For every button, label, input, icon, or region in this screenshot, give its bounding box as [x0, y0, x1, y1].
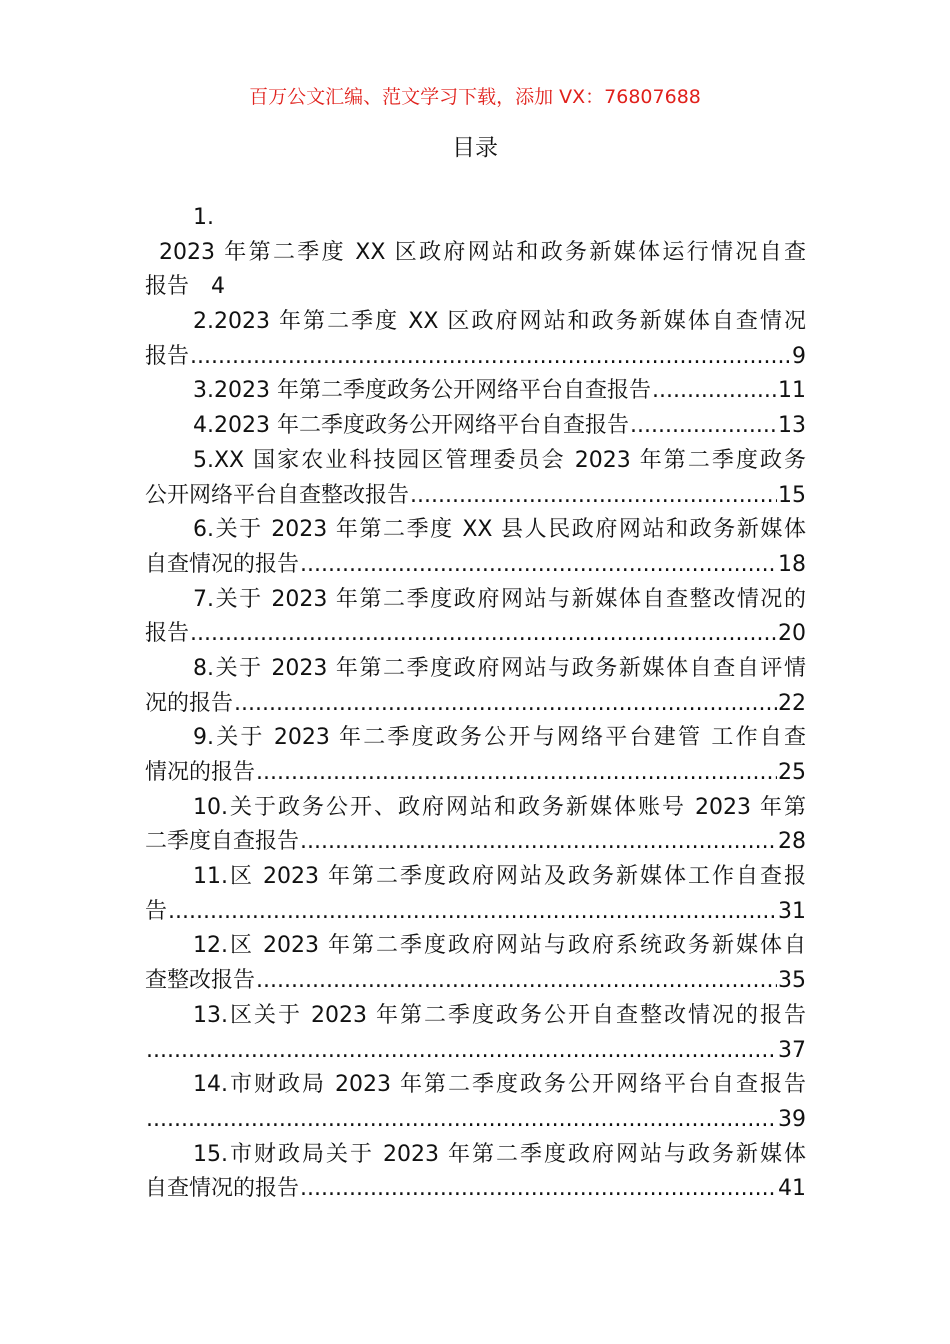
entry-title-tail: 报告 — [145, 274, 190, 300]
entry-leader-line — [145, 1034, 806, 1069]
page-number: 22 — [778, 690, 806, 716]
dot-leader — [146, 1034, 777, 1069]
page-number: 13 — [778, 413, 806, 439]
entry-title-line: 2.2023 年第二季度 XX 区政府网站和政务新媒体自查情况 — [193, 309, 806, 335]
entry-leader-line — [145, 1172, 806, 1207]
entry-title-line: 12.区 2023 年第二季度政府网站与政府系统政务新媒体自 — [193, 933, 806, 959]
dot-leader — [300, 1172, 777, 1207]
entry-leader-line — [145, 964, 806, 999]
entry-title-tail: 自查情况的报告 — [145, 1176, 300, 1202]
toc-entry-9[interactable] — [145, 721, 806, 790]
page-number: 41 — [778, 1176, 806, 1202]
dot-leader — [146, 1103, 777, 1138]
dot-leader — [630, 409, 777, 444]
dot-leader — [168, 895, 777, 930]
entry-leader-line — [145, 617, 806, 652]
toc-entry-4[interactable] — [145, 409, 806, 444]
page-number: 35 — [778, 968, 806, 994]
toc-entry-3[interactable] — [145, 374, 806, 409]
toc-entry-7[interactable] — [145, 583, 806, 652]
entry-title-line: 5.XX 国家农业科技园区管理委员会 2023 年第二季度政务 — [193, 447, 806, 473]
entry-title-line: 9.关于 2023 年二季度政务公开与网络平台建管 工作自查 — [193, 725, 806, 751]
dot-leader — [190, 617, 777, 652]
entry-title-tail: 况的报告 — [145, 690, 234, 716]
entry-title-line: 10.关于政务公开、政府网站和政务新媒体账号 2023 年第 — [193, 794, 806, 820]
entry-leader-line — [145, 825, 806, 860]
page-number: 25 — [778, 760, 806, 785]
dot-leader — [256, 964, 777, 999]
entry-title-line: 8.关于 2023 年第二季度政府网站与政务新媒体自查自评情 — [193, 655, 806, 681]
page-number: 28 — [778, 829, 806, 855]
entry-title-line: 2023 年第二季度 XX 区政府网站和政务新媒体运行情况自查 — [159, 239, 806, 265]
dot-leader — [300, 825, 777, 860]
page-number: 9 — [792, 343, 806, 369]
entry-title-tail: 二季度自查报告 — [145, 829, 300, 855]
entry-title-line: 11.区 2023 年第二季度政府网站及政务新媒体工作自查报 — [193, 864, 806, 890]
entry-title-tail: 告 — [145, 898, 168, 924]
toc-entry-13[interactable] — [145, 999, 806, 1068]
entry-title-tail: 4.2023 年二季度政务公开网络平台自查报告 — [193, 413, 629, 439]
entry-title-tail: 3.2023 年第二季度政务公开网络平台自查报告 — [193, 378, 651, 404]
page-number: 4 — [211, 274, 226, 300]
entry-title-line: 13.区关于 2023 年第二季度政务公开自查整改情况的报告 — [193, 1002, 806, 1028]
toc-entry-12[interactable] — [145, 929, 806, 998]
page-number: 15 — [778, 482, 806, 508]
toc-entry-8[interactable] — [145, 652, 806, 721]
entry-leader-line — [145, 756, 806, 791]
entry-leader-line — [145, 374, 806, 409]
toc-entry-14[interactable] — [145, 1068, 806, 1137]
dot-leader — [652, 374, 777, 409]
entry-title-line: 7.关于 2023 年第二季度政府网站与新媒体自查整改情况的 — [193, 586, 806, 612]
entry-leader-line — [145, 409, 806, 444]
entry-leader-line — [145, 479, 806, 514]
page-number: 37 — [778, 1037, 806, 1063]
page-number: 20 — [778, 621, 806, 647]
toc-entry-2[interactable] — [145, 305, 806, 374]
toc-entry-11[interactable] — [145, 860, 806, 929]
entry-title-line: 15.市财政局关于 2023 年第二季度政府网站与政务新媒体 — [193, 1141, 806, 1167]
entry-title-tail: 报告 — [145, 343, 190, 369]
toc-entries — [145, 305, 806, 1207]
entry-leader-line — [145, 548, 806, 583]
entry-title-line: 14.市财政局 2023 年第二季度政务公开网络平台自查报告 — [193, 1072, 806, 1098]
page-number: 11 — [778, 378, 806, 404]
toc-entry-10[interactable] — [145, 791, 806, 860]
page-number: 31 — [778, 898, 806, 924]
dot-leader — [300, 548, 777, 583]
toc-entry-6[interactable] — [145, 513, 806, 582]
page-number: 18 — [778, 551, 806, 577]
dot-leader — [410, 479, 777, 514]
entry-leader-line — [145, 340, 806, 375]
entry-title-tail: 公开网络平台自查整改报告 — [145, 482, 410, 508]
entry-tail — [145, 270, 806, 305]
toc-entry-15[interactable] — [145, 1138, 806, 1207]
entry-title-tail: 情况的报告 — [145, 760, 256, 785]
entry-leader-line — [145, 1103, 806, 1138]
dot-leader — [256, 756, 777, 791]
entry-title-tail: 查整改报告 — [145, 968, 256, 994]
page-number: 39 — [778, 1106, 806, 1132]
entry-leader-line — [145, 895, 806, 930]
table-of-contents — [145, 201, 806, 1207]
toc-entry-1[interactable] — [145, 201, 806, 305]
dot-leader — [234, 687, 777, 722]
entry-title-tail: 自查情况的报告 — [145, 551, 300, 577]
entry-leader-line — [145, 687, 806, 722]
watermark-banner: 百万公文汇编、范文学习下载，添加 VX：76807688 — [249, 86, 701, 108]
toc-title: 目录 — [452, 135, 498, 161]
entry-title-tail: 报告 — [145, 621, 190, 647]
entry-title-line: 6.关于 2023 年第二季度 XX 县人民政府网站和政务新媒体 — [193, 517, 806, 543]
dot-leader — [190, 340, 791, 375]
toc-entry-5[interactable] — [145, 444, 806, 513]
entry-number: 1. — [193, 205, 214, 230]
